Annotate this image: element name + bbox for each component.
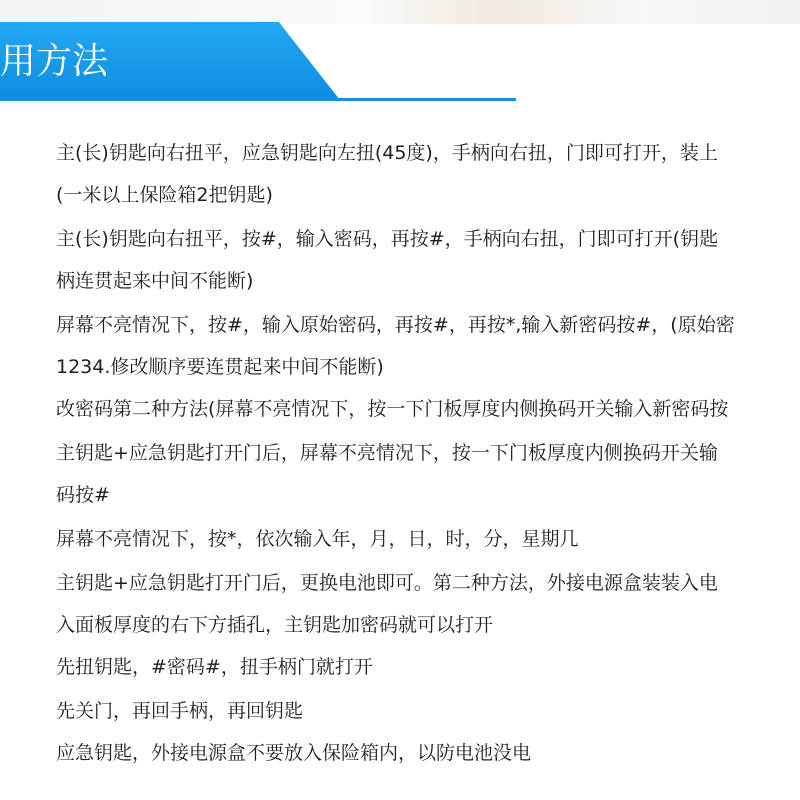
- row-text: 应急钥匙，外接电源盒不要放入保险箱内，以防电池没电: [56, 742, 532, 764]
- row-text: 码按#: [56, 484, 110, 506]
- row-text: 先扭钥匙，#密码#，扭手柄门就打开: [56, 656, 373, 678]
- section-title: 用方法: [0, 41, 109, 82]
- row-text: 改密码第二种方法(屏幕不亮情况下，按一下门板厚度内侧换码开关输入新密码按: [56, 398, 729, 420]
- row-text: 主钥匙+应急钥匙打开门后，屏幕不亮情况下，按一下门板厚度内侧换码开关输: [56, 442, 718, 464]
- row-text: 入面板厚度的右下方插孔，主钥匙加密码就可以打开: [56, 614, 494, 636]
- row-text: 主(长)钥匙向右扭平，应急钥匙向左扭(45度)，手柄向右扭，门即可打开，装上: [56, 142, 718, 164]
- top-background-strip: [0, 0, 800, 24]
- row-text: 柄连贯起来中间不能断): [56, 270, 254, 292]
- row-text: 主(长)钥匙向右扭平，按#，输入密码，再按#，手柄向右扭，门即可打开(钥匙: [56, 228, 719, 250]
- row-text: 1234.修改顺序要连贯起来中间不能断): [56, 356, 384, 378]
- row-text: 先关门，再回手柄，再回钥匙: [56, 700, 304, 722]
- row-text: 主钥匙+应急钥匙打开门后，更换电池即可。第二种方法，外接电源盒装装入电: [56, 572, 718, 594]
- row-text: 屏幕不亮情况下，按#，输入原始密码，再按#，再按*,输入新密码按#，(原始密: [56, 314, 735, 336]
- row-text: (一米以上保险箱2把钥匙): [56, 184, 273, 206]
- banner-underline: [0, 98, 516, 101]
- row-text: 屏幕不亮情况下，按*，依次输入年，月，日，时，分，星期几: [56, 528, 579, 550]
